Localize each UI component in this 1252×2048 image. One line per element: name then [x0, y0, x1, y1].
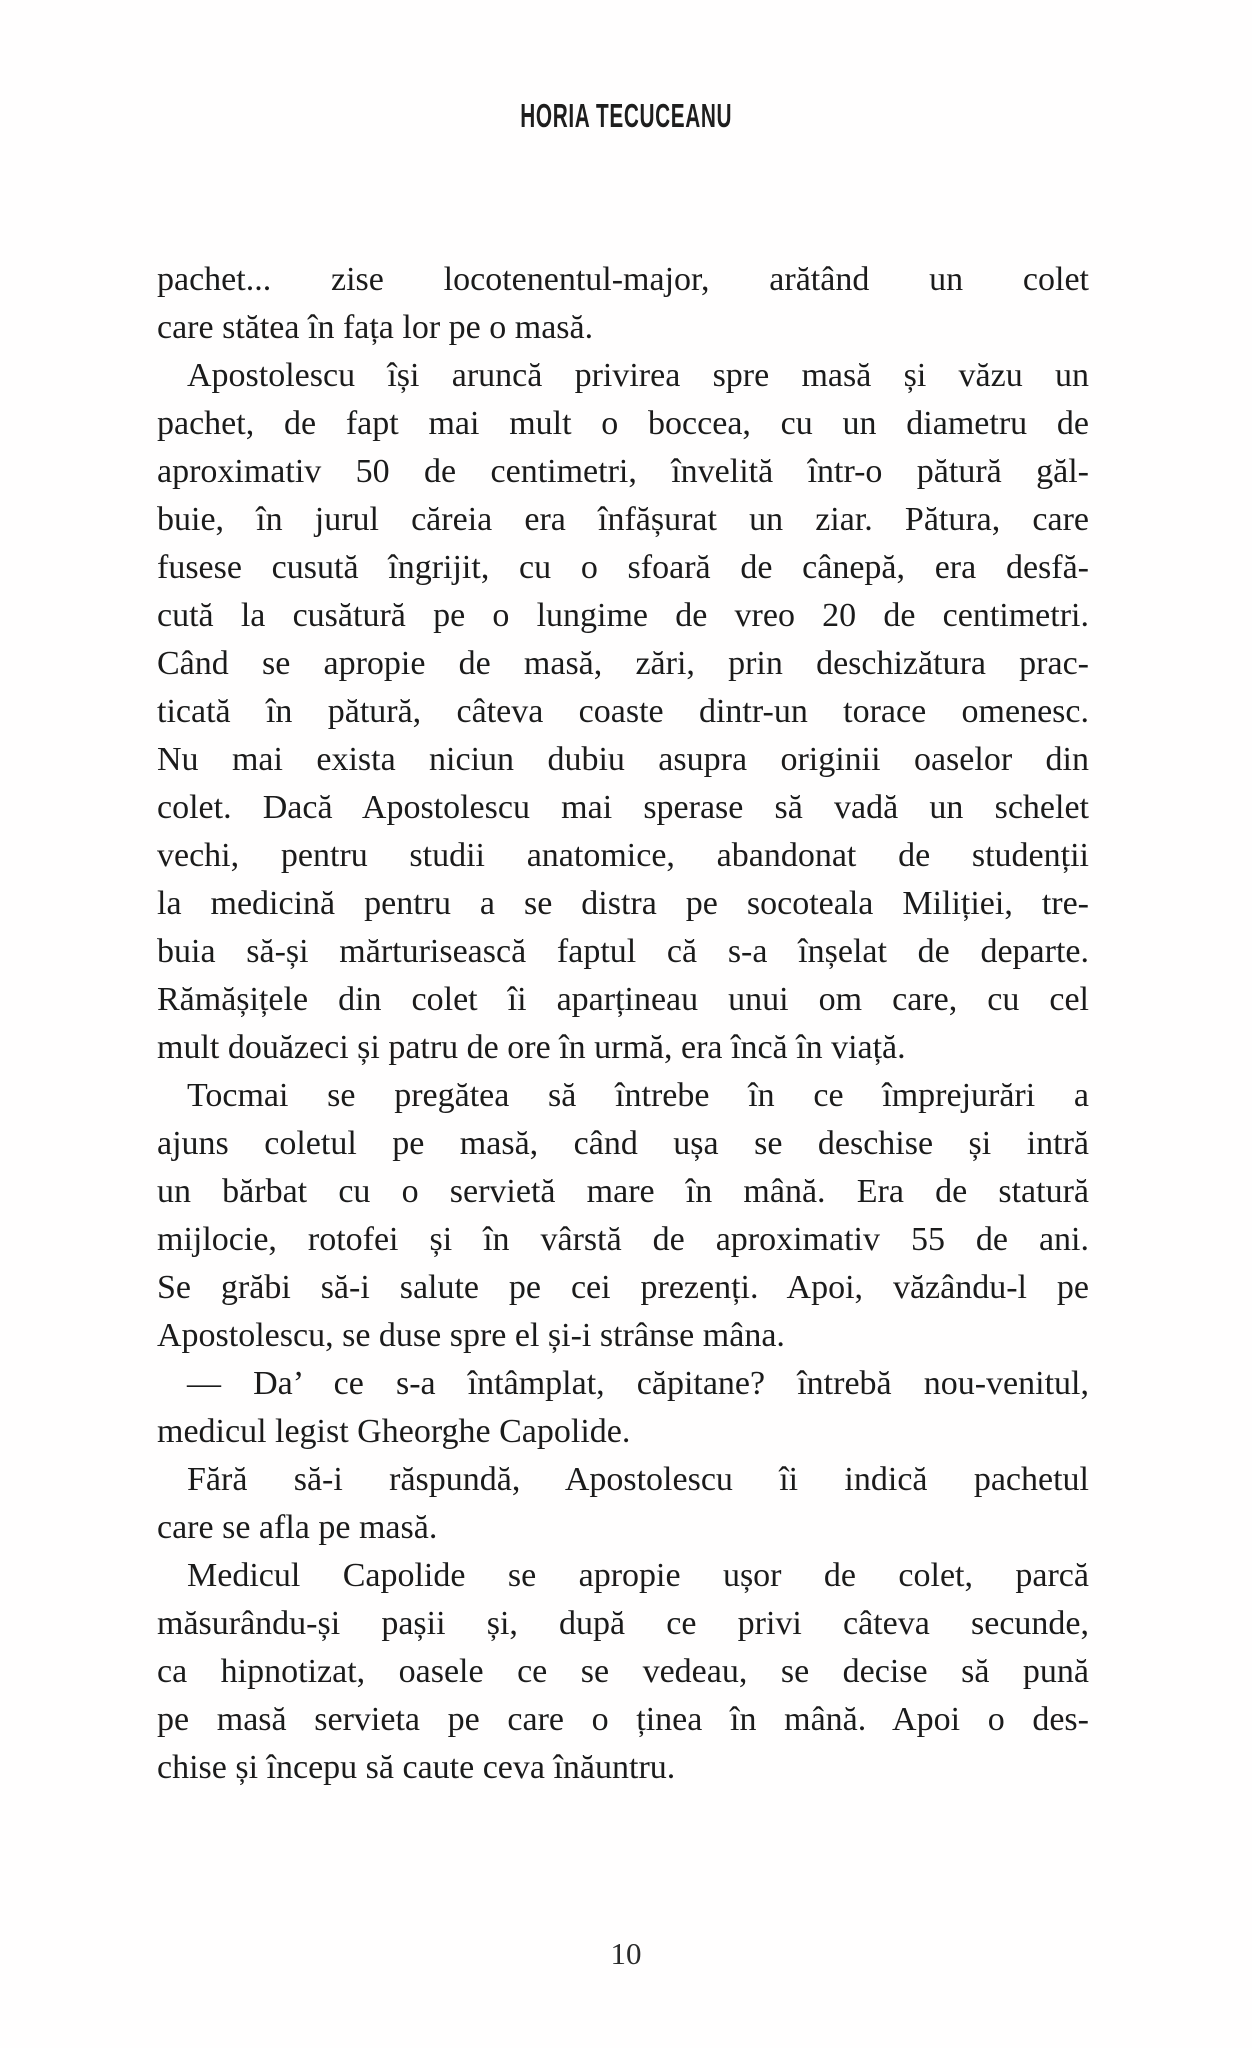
text-line: aproximativ 50 de centimetri, învelită într-o pătură găl- — [157, 453, 1089, 490]
text-line: Tocmai se pregătea să întrebe în ce împrejurări a — [187, 1077, 1089, 1114]
text-line: măsurându-și pașii și, după ce privi câteva secunde, — [157, 1605, 1089, 1642]
text-line: Se grăbi să-i salute pe cei prezenți. Apoi, văzându-l pe — [157, 1269, 1089, 1306]
text-line: — Da’ ce s-a întâmplat, căpitane? întrebă nou-venitul, — [187, 1365, 1089, 1402]
text-line: care stătea în fața lor pe o masă. — [157, 309, 594, 346]
text-line: la medicină pentru a se distra pe socoteala Miliției, tre- — [157, 885, 1089, 922]
text-line: Rămășițele din colet îi aparțineau unui om care, cu cel — [157, 981, 1089, 1018]
text-line: buie, în jurul căreia era înfășurat un ziar. Pătura, care — [157, 501, 1089, 538]
text-line: Fără să-i răspundă, Apostolescu îi indică pachetul — [187, 1461, 1089, 1498]
author-running-head: HORIA TECUCEANU — [520, 97, 732, 134]
text-line: mijlocie, rotofei și în vârstă de aproximativ 55 de ani. — [157, 1221, 1089, 1258]
paragraph-dialogue — [157, 1360, 1089, 1456]
paragraph — [157, 1552, 1089, 1792]
text-line: vechi, pentru studii anatomice, abandonat de studenții — [157, 837, 1089, 874]
text-line: Când se apropie de masă, zări, prin deschizătura prac- — [157, 645, 1089, 682]
text-line: Nu mai exista niciun dubiu asupra originii oaselor din — [157, 741, 1089, 778]
text-line: ca hipnotizat, oasele ce se vedeau, se decise să pună — [157, 1653, 1089, 1690]
text-line: buia să-și mărturisească faptul că s-a înșelat de departe. — [157, 933, 1089, 970]
text-line: mult douăzeci și patru de ore în urmă, era încă în viață. — [157, 1029, 906, 1066]
text-line: medicul legist Gheorghe Capolide. — [157, 1413, 631, 1450]
paragraph — [157, 1072, 1089, 1360]
text-line: pe masă servieta pe care o ținea în mână. Apoi o des- — [157, 1701, 1089, 1738]
text-line: care se afla pe masă. — [157, 1509, 438, 1546]
text-line: cută la cusătură pe o lungime de vreo 20 de centimetri. — [157, 597, 1089, 634]
text-line: pachet, de fapt mai mult o boccea, cu un diametru de — [157, 405, 1089, 442]
paragraph — [157, 256, 1089, 352]
text-line: fusese cusută îngrijit, cu o sfoară de cânepă, era desfă- — [157, 549, 1089, 586]
paragraph — [157, 1456, 1089, 1552]
text-line: Medicul Capolide se apropie ușor de colet, parcă — [187, 1557, 1089, 1594]
paragraph — [157, 352, 1089, 1072]
text-line: un bărbat cu o servietă mare în mână. Era de statură — [157, 1173, 1089, 1210]
text-line: Apostolescu își aruncă privirea spre masă și văzu un — [187, 357, 1089, 394]
body-text — [157, 256, 1089, 1792]
text-line: colet. Dacă Apostolescu mai sperase să vadă un schelet — [157, 789, 1089, 826]
text-line: ajuns coletul pe masă, când ușa se deschise și intră — [157, 1125, 1089, 1162]
text-line: chise și începu să caute ceva înăuntru. — [157, 1749, 676, 1786]
page-number: 10 — [610, 1936, 642, 1971]
page-header — [0, 98, 1252, 134]
page-footer — [0, 1936, 1252, 1972]
text-line: Apostolescu, se duse spre el și-i strânse mâna. — [157, 1317, 785, 1354]
text-line: ticată în pătură, câteva coaste dintr-un torace omenesc. — [157, 693, 1089, 730]
text-line: pachet... zise locotenentul-major, arătând un colet — [157, 261, 1089, 298]
